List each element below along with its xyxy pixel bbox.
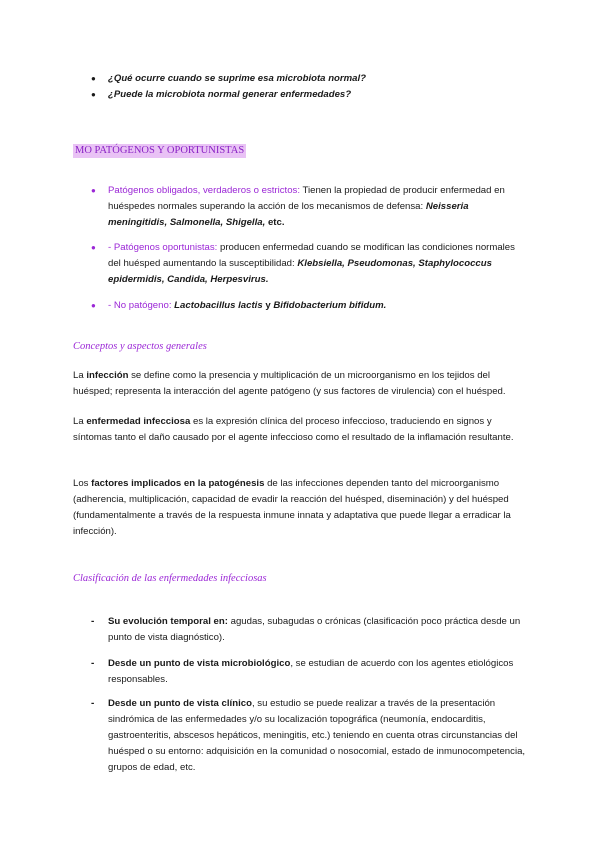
dash-marker: - [91,698,95,709]
bullet-icon: ● [91,186,96,195]
bullet-icon: ● [91,301,96,310]
paragraph-pre: La [73,370,87,381]
bullet-icon: ● [91,243,96,252]
classification-text: agudas, subagudas o crónicas (clasificación poco práctica desde un punto de vista diagnóstico). [108,616,521,643]
paragraph-text: se define como la presencia y multiplicación de un microorganismo en los tejidos del huésped; representa la interacción del agente patógeno (y sus factores de virulencia) con el huésped. [73,370,506,397]
paragraph-infectious-disease [73,414,529,446]
bullet-icon: ● [91,90,96,99]
paragraph-pre: Los [73,478,92,489]
type-item-opportunist [108,240,530,288]
classification-item-temporal [108,614,530,646]
paragraph-pathogenesis [73,476,529,540]
type-examples: Neisseria meningitidis, Salmonella, Shigella, [108,201,469,228]
type-connector: y [262,300,274,311]
section-heading: MO PATÓGENOS Y OPORTUNISTAS [75,145,245,156]
dash-marker: - [91,658,95,669]
type-prefix: - [108,242,114,253]
type-label: Patógenos obligados, verdaderos o estrictos: [108,185,300,196]
type-examples-2: Bifidobacterium bifidum. [273,300,387,311]
dash-marker: - [91,616,95,627]
section-title-concepts: Conceptos y aspectos generales [73,341,207,352]
type-item-nonpathogen [108,298,530,314]
type-tail: etc. [265,217,285,228]
type-examples: Klebsiella, Pseudomonas, Staphylococcus epidermidis, Candida, Herpesvirus. [108,258,492,285]
paragraph-term: factores implicados en la patogénesis [91,478,265,489]
paragraph-term: infección [86,370,129,381]
type-label: Patógenos oportunistas: [113,242,218,253]
type-label: No patógeno: [113,300,172,311]
paragraph-text: es la expresión clínica del proceso infeccioso, traduciendo en signos y síntomas tanto el daño causado por el agente infeccioso como el resultado de la inflamación resultante. [73,416,514,443]
paragraph-infection [73,368,529,400]
paragraph-text: de las infecciones dependen tanto del microorganismo (adherencia, multiplicación, capacidad de evadir la reacción del huésped, diseminación) y del huésped (fundamentalmente a través de la respuesta inmune innata y adaptativa que puede llegar a erradicar la infección). [73,478,511,537]
type-prefix: - [108,300,114,311]
classification-item-microbiological [108,656,530,688]
type-examples: Lactobacillus lactis [174,300,263,311]
paragraph-term: enfermedad infecciosa [86,416,191,427]
classification-label: Desde un punto de vista clínico [108,698,252,709]
type-text: Tienen la propiedad de producir enfermedad en huéspedes normales superando la acción de los mecanismos de defensa: [108,185,505,212]
classification-label: Desde un punto de vista microbiológico [108,658,291,669]
paragraph-pre: La [73,416,87,427]
section-title-classification: Clasificación de las enfermedades infecciosas [73,573,267,584]
classification-text: , se estudian de acuerdo con los agentes etiológicos responsables. [108,658,514,685]
classification-text: , su estudio se puede realizar a través de la presentación sindrómica de las enfermedades y/o su localización topográfica (neumonía, endocarditis, gastroenteritis, abscesos hepáticos, meningitis, etc.) teniendo en cuenta otras circunstancias del huésped o su entorno: adquisición en la comunidad o nosocomial, estado de inmunocompetencia, grupos de edad, etc. [108,698,526,773]
bullet-icon: ● [91,74,96,83]
classification-item-clinical [108,696,530,776]
type-text: producen enfermedad cuando se modifican las condiciones normales del huésped aumentando la susceptibilidad: [108,242,515,269]
question-1: ¿Qué ocurre cuando se suprime esa microbiota normal? [108,73,367,84]
classification-label: Su evolución temporal en: [108,616,228,627]
question-2: ¿Puede la microbiota normal generar enfermedades? [108,89,352,100]
type-item-obligate [108,183,530,231]
